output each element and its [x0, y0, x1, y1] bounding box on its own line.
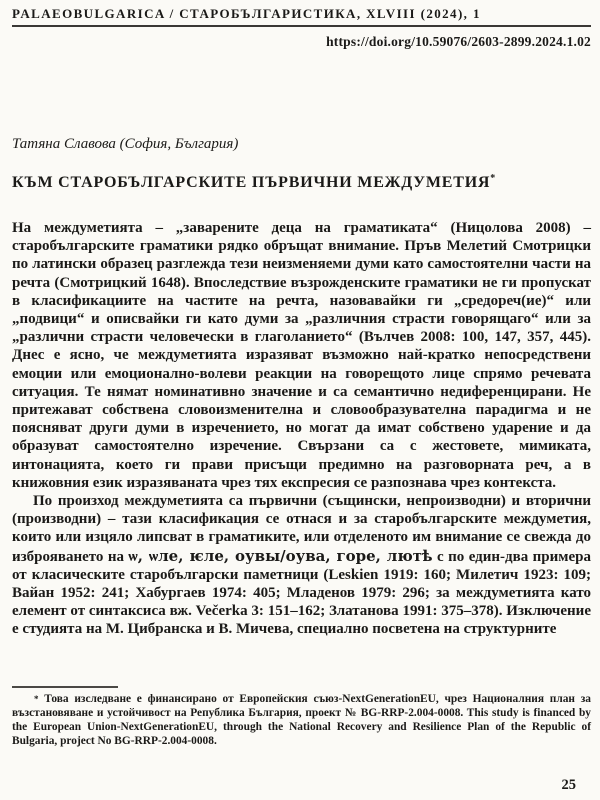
- journal-running-head: PALAEOBULGARICA / СТАРОБЪЛГАРИСТИКА, XLVIII (2024), 1: [12, 6, 591, 27]
- footnote-block: [12, 686, 591, 749]
- page-number: 25: [561, 777, 576, 793]
- footnote-text: [12, 693, 591, 749]
- author-byline: Татяна Славова (София, България): [12, 136, 239, 152]
- footnote-asterisk-marker: *: [34, 694, 39, 704]
- title-footnote-marker: *: [490, 173, 497, 184]
- body-paragraph-1: На междуметията – „заварените деца на граматиката“ (Ницолова 2008) – старобългарските граматики рядко обръщат внимание. Пръв Мелетий Смотрицки по латински образец разглежда тези неизменяеми думи като самостоятелни части на речта (Смотрицкий 1648). Впоследствие възрожденските граматики не ги пропускат в класификациите на частите на речта, назовавайки ги „средореч(ие)“ или „подвици“ и описвайки ги като думи за „различния страсти говорящаго“ или за „различни страсти человечески в глаголанието“ (Вълчев 2008: 100, 147, 357, 445). Днес е ясно, че междуметията изразяват възможно най-кратко непосредствени емоции или емоционално-волеви реакции на говорещото лице спрямо речевата ситуация. Те нямат номинативно значение и са семантично недиференцирани. Не притежават собствена словоизменителна и словообразувателна парадигма и не поясняват други думи в изречението, но могат да имат собствено ударение и да образуват самостоятелно изречение. Свързани са с жестовете, мимиката, интонацията, което ги прави присъщи предимно на разговорната реч, а в книжовния език изразяваната чрез тях експресия се разпознава чрез контекста.: [12, 220, 591, 491]
- paragraph-2-text-before: По произход междуметията са първични (същински, непроизводни) и вторични (производни) – тази класификация се отнася и за старобългарските междуметия, които или изцяло липсват в граматиките, или отделеното им внимание се свежда до изброяването на: [12, 493, 591, 565]
- footnote-separator-rule: [12, 686, 118, 688]
- ocs-interjections-list: ѡ, ѡле, ѥле, оувы/оува, горе, лютѣ: [128, 546, 433, 565]
- article-title: [12, 174, 591, 192]
- article-title-text: КЪМ СТАРОБЪЛГАРСКИТЕ ПЪРВИЧНИ МЕЖДУМЕТИЯ: [12, 174, 491, 191]
- footnote-text-bulgarian: Това изследване е финансирано от Европейския съюз-NextGenerationEU, чрез Националния план за възстановяване и устойчивост на Република България, проект № BG-RRP-2.004-0008.: [12, 693, 591, 719]
- footnote-text-english: This study is financed by the European Union-NextGenerationEU, through the National Recovery and Resilience Plan of the Republic of Bulgaria, project No BG-RRP-2.004-0008.: [12, 706, 591, 747]
- body-paragraph-2: [12, 492, 591, 639]
- paragraph-2-text-after: с по един-два примера от класическите старобългарски паметници (Leskien 1919: 160; Милетич 1923: 109; Вайан 1952: 241; Хабургаев 1974: 405; Младенов 1979: 296; за междуметията като елемент от синтаксиса вж. Večerka 3: 151–162; Златанова 1991: 375–378). Изключение е студията на М. Цибранска и В. Мичева, специално посветена на структурните: [12, 548, 591, 638]
- article-body: [12, 219, 591, 639]
- doi-text: https://doi.org/10.59076/2603-2899.2024.1.02: [326, 34, 591, 49]
